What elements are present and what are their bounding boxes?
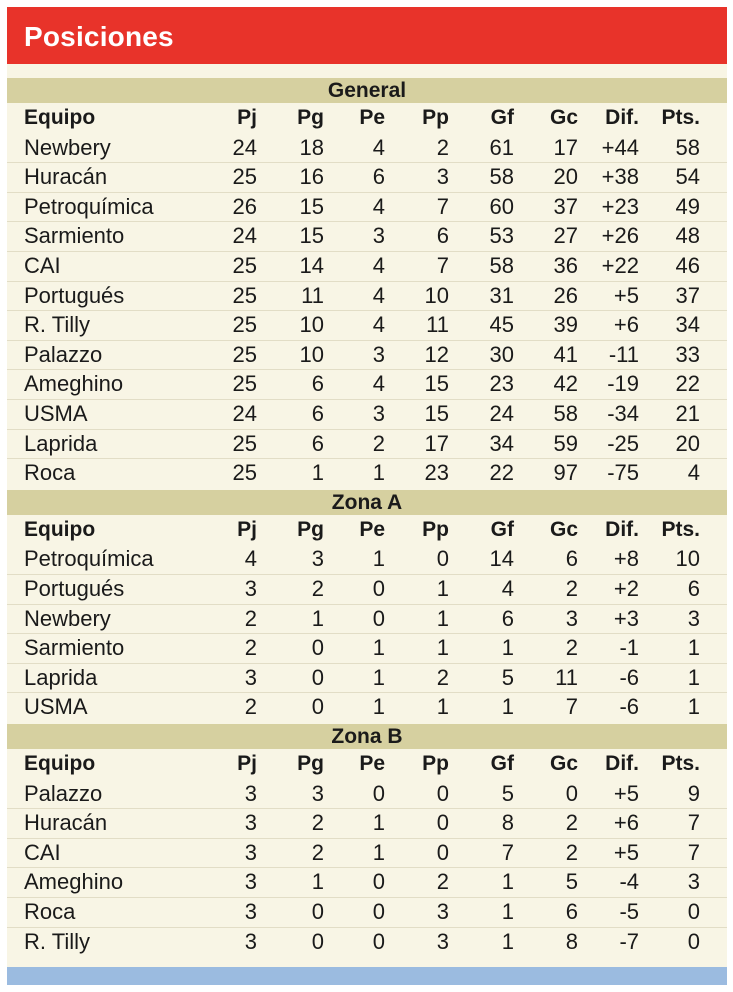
- cell-pj: 24: [232, 134, 257, 160]
- cell-gc: 59: [553, 430, 578, 456]
- cell-pe: 4: [372, 134, 385, 160]
- column-header-pj: Pj: [237, 106, 257, 129]
- cell-gc: 8: [565, 928, 578, 954]
- table-row: [7, 867, 727, 897]
- cell-pg: 16: [299, 164, 324, 190]
- cell-team: Roca: [24, 899, 76, 924]
- table-row: [7, 544, 727, 574]
- cell-pj: 25: [232, 460, 257, 486]
- cell-team: Huracán: [24, 164, 108, 190]
- cell-pp: 2: [436, 134, 449, 160]
- cell-pg: 0: [311, 664, 324, 690]
- table-row: [7, 633, 727, 663]
- cell-gf: 1: [501, 899, 514, 924]
- cell-team: CAI: [24, 839, 61, 865]
- cell-gc: 36: [553, 253, 578, 278]
- cell-pp: 10: [424, 282, 449, 308]
- cell-pj: 3: [244, 810, 257, 836]
- table-row: [7, 251, 727, 281]
- cell-pp: 1: [436, 694, 449, 720]
- cell-pts: 7: [687, 810, 700, 836]
- cell-gf: 7: [501, 839, 514, 865]
- cell-pj: 3: [244, 780, 257, 806]
- cell-gf: 53: [489, 223, 514, 249]
- cell-gc: 11: [555, 664, 578, 690]
- cell-pts: 48: [675, 223, 700, 249]
- cell-gc: 3: [565, 605, 578, 631]
- cell-pp: 1: [436, 635, 449, 661]
- cell-pg: 2: [311, 576, 324, 601]
- cell-pj: 3: [244, 576, 257, 601]
- table-row: [7, 692, 727, 722]
- cell-pg: 1: [311, 869, 324, 895]
- cell-gf: 31: [489, 282, 514, 308]
- cell-pp: 7: [436, 193, 449, 219]
- cell-pp: 7: [436, 253, 449, 278]
- cell-pts: 46: [675, 253, 700, 278]
- cell-pj: 25: [232, 253, 257, 278]
- cell-gc: 2: [565, 576, 578, 601]
- cell-team: USMA: [24, 694, 88, 720]
- cell-pe: 0: [372, 928, 385, 954]
- cell-team: Portugués: [24, 282, 125, 308]
- column-header-pts: Pts.: [661, 517, 700, 541]
- cell-gf: 58: [489, 164, 514, 190]
- cell-pj: 3: [244, 839, 257, 865]
- cell-dif: +6: [613, 810, 639, 836]
- cell-team: R. Tilly: [24, 928, 90, 954]
- cell-pg: 2: [311, 839, 324, 865]
- cell-gc: 0: [565, 780, 578, 806]
- cell-pj: 2: [244, 635, 257, 661]
- cell-pts: 1: [687, 635, 700, 661]
- cell-pts: 1: [687, 664, 700, 690]
- cell-pp: 3: [436, 164, 449, 190]
- cell-pp: 6: [436, 223, 449, 249]
- cell-dif: +5: [613, 780, 639, 806]
- cell-pg: 15: [299, 223, 324, 249]
- cell-gf: 1: [501, 694, 514, 720]
- cell-gf: 60: [489, 193, 514, 219]
- cell-team: Ameghino: [24, 371, 124, 397]
- cell-pp: 11: [426, 312, 449, 338]
- table-row: [7, 808, 727, 838]
- cell-pj: 25: [232, 312, 257, 338]
- column-header-pp: Pp: [422, 106, 449, 129]
- cell-pe: 3: [372, 401, 385, 426]
- cell-pj: 2: [244, 605, 257, 631]
- column-header-gc: Gc: [549, 517, 578, 541]
- column-header-gf: Gf: [490, 752, 514, 775]
- page-title: Posiciones: [7, 7, 727, 64]
- cell-pj: 26: [232, 193, 257, 219]
- cell-team: Sarmiento: [24, 223, 125, 249]
- cell-pp: 17: [424, 430, 449, 456]
- table-row: [7, 310, 727, 340]
- cell-pts: 0: [687, 928, 700, 954]
- cell-pe: 4: [372, 253, 385, 278]
- cell-pe: 1: [372, 810, 385, 836]
- cell-pj: 3: [244, 928, 257, 954]
- cell-pj: 24: [232, 223, 257, 249]
- cell-gf: 58: [489, 253, 514, 278]
- table-row: [7, 369, 727, 399]
- cell-gf: 14: [489, 546, 514, 572]
- table-row: [7, 399, 727, 429]
- cell-pg: 11: [301, 282, 324, 308]
- cell-pe: 0: [372, 899, 385, 924]
- cell-team: R. Tilly: [24, 312, 90, 338]
- table-row: [7, 221, 727, 251]
- column-header-pj: Pj: [237, 517, 257, 541]
- column-header-pg: Pg: [297, 106, 324, 129]
- cell-pg: 2: [311, 810, 324, 836]
- cell-pe: 1: [372, 694, 385, 720]
- section-header: General: [7, 78, 727, 103]
- cell-gf: 22: [489, 460, 514, 486]
- table-row: [7, 192, 727, 222]
- cell-gc: 20: [553, 164, 578, 190]
- cell-pe: 3: [372, 223, 385, 249]
- cell-team: Ameghino: [24, 869, 124, 895]
- section-header: Zona A: [7, 490, 727, 515]
- cell-pe: 1: [372, 546, 385, 572]
- cell-pe: 1: [372, 664, 385, 690]
- cell-team: Newbery: [24, 134, 111, 160]
- cell-dif: -6: [619, 694, 639, 720]
- cell-pts: 54: [675, 164, 700, 190]
- table-row: [7, 779, 727, 809]
- cell-pg: 10: [299, 312, 324, 338]
- cell-pj: 3: [244, 869, 257, 895]
- cell-gf: 1: [501, 869, 514, 895]
- cell-pts: 0: [687, 899, 700, 924]
- cell-dif: +38: [601, 164, 639, 190]
- cell-pe: 3: [372, 341, 385, 367]
- cell-pe: 1: [372, 460, 385, 486]
- cell-gf: 1: [501, 928, 514, 954]
- cell-gc: 97: [553, 460, 578, 486]
- cell-pe: 4: [372, 312, 385, 338]
- cell-pp: 1: [436, 576, 449, 601]
- cell-pj: 25: [232, 371, 257, 397]
- cell-pe: 0: [372, 869, 385, 895]
- cell-pts: 49: [675, 193, 700, 219]
- cell-pe: 1: [372, 635, 385, 661]
- cell-pts: 58: [675, 134, 700, 160]
- cell-pe: 4: [372, 193, 385, 219]
- cell-gc: 42: [553, 371, 578, 397]
- column-header-dif: Dif.: [605, 106, 639, 129]
- cell-pts: 22: [675, 371, 700, 397]
- column-header-pts: Pts.: [661, 106, 700, 129]
- cell-pj: 25: [232, 430, 257, 456]
- cell-pp: 0: [436, 546, 449, 572]
- cell-pp: 12: [424, 341, 449, 367]
- cell-dif: -1: [619, 635, 639, 661]
- cell-team: Roca: [24, 460, 76, 486]
- cell-team: Portugués: [24, 576, 125, 601]
- cell-team: Huracán: [24, 810, 108, 836]
- table-row: [7, 162, 727, 192]
- cell-pts: 1: [687, 694, 700, 720]
- cell-pp: 1: [436, 605, 449, 631]
- cell-gc: 2: [565, 839, 578, 865]
- cell-team: Laprida: [24, 664, 98, 690]
- cell-pg: 15: [299, 193, 324, 219]
- table-row: [7, 458, 727, 488]
- cell-pts: 21: [675, 401, 700, 426]
- cell-pe: 0: [372, 780, 385, 806]
- cell-dif: -25: [607, 430, 639, 456]
- column-header-pe: Pe: [359, 106, 385, 129]
- cell-gf: 23: [489, 371, 514, 397]
- cell-gc: 27: [553, 223, 578, 249]
- cell-dif: +5: [613, 282, 639, 308]
- cell-dif: -4: [619, 869, 639, 895]
- cell-dif: -5: [619, 899, 639, 924]
- cell-gc: 17: [553, 134, 578, 160]
- cell-pg: 0: [311, 899, 324, 924]
- cell-pj: 24: [232, 401, 257, 426]
- column-header-gc: Gc: [549, 106, 578, 129]
- cell-pg: 0: [311, 694, 324, 720]
- section-header: Zona B: [7, 724, 727, 749]
- cell-pg: 18: [299, 134, 324, 160]
- table-row: [7, 429, 727, 459]
- cell-pts: 10: [675, 546, 700, 572]
- table-row: [7, 133, 727, 163]
- cell-pp: 0: [436, 839, 449, 865]
- cell-gc: 26: [553, 282, 578, 308]
- column-header-pe: Pe: [359, 517, 385, 541]
- cell-gf: 45: [489, 312, 514, 338]
- cell-pg: 0: [311, 635, 324, 661]
- cell-team: Petroquímica: [24, 546, 154, 572]
- cell-pg: 3: [311, 546, 324, 572]
- cell-gf: 8: [501, 810, 514, 836]
- cell-pts: 7: [687, 839, 700, 865]
- cell-dif: +26: [601, 223, 639, 249]
- cell-gc: 39: [553, 312, 578, 338]
- table-row: [7, 604, 727, 634]
- cell-dif: +3: [613, 605, 639, 631]
- cell-pp: 3: [436, 928, 449, 954]
- cell-team: Palazzo: [24, 780, 103, 806]
- cell-pj: 4: [244, 546, 257, 572]
- column-header-row: [7, 749, 727, 779]
- cell-pe: 6: [372, 164, 385, 190]
- cell-team: Sarmiento: [24, 635, 125, 661]
- cell-gf: 5: [501, 664, 514, 690]
- cell-team: USMA: [24, 401, 88, 426]
- table-row: [7, 663, 727, 693]
- cell-pts: 4: [687, 460, 700, 486]
- column-header-team: Equipo: [24, 517, 96, 541]
- cell-dif: -75: [607, 460, 639, 486]
- cell-pe: 2: [372, 430, 385, 456]
- cell-gf: 30: [489, 341, 514, 367]
- column-header-pg: Pg: [297, 752, 324, 775]
- cell-pj: 25: [232, 282, 257, 308]
- cell-dif: +44: [601, 134, 639, 160]
- table-row: [7, 281, 727, 311]
- column-header-dif: Dif.: [605, 517, 639, 541]
- cell-gf: 34: [489, 430, 514, 456]
- column-header-team: Equipo: [24, 752, 96, 775]
- column-header-pp: Pp: [422, 752, 449, 775]
- cell-gc: 5: [565, 869, 578, 895]
- cell-pj: 3: [244, 664, 257, 690]
- bottom-bar: [7, 967, 727, 985]
- cell-pg: 0: [311, 928, 324, 954]
- cell-pts: 3: [687, 869, 700, 895]
- cell-pts: 6: [687, 576, 700, 601]
- table-row: [7, 574, 727, 604]
- column-header-gf: Gf: [490, 106, 514, 129]
- cell-pg: 6: [311, 371, 324, 397]
- cell-team: CAI: [24, 253, 61, 278]
- cell-gf: 61: [489, 134, 514, 160]
- column-header-gc: Gc: [549, 752, 578, 775]
- column-header-gf: Gf: [490, 517, 514, 541]
- cell-gc: 6: [565, 546, 578, 572]
- cell-dif: +8: [613, 546, 639, 572]
- cell-pts: 37: [675, 282, 700, 308]
- table-row: [7, 340, 727, 370]
- cell-gc: 41: [553, 341, 578, 367]
- column-header-row: [7, 515, 727, 545]
- cell-pp: 15: [424, 401, 449, 426]
- cell-pg: 1: [311, 605, 324, 631]
- table-row: [7, 897, 727, 927]
- column-header-dif: Dif.: [605, 752, 639, 775]
- cell-pts: 20: [675, 430, 700, 456]
- cell-dif: -19: [607, 371, 639, 397]
- cell-team: Petroquímica: [24, 193, 154, 219]
- cell-pg: 10: [299, 341, 324, 367]
- cell-pg: 6: [311, 430, 324, 456]
- column-header-pg: Pg: [297, 517, 324, 541]
- cell-gc: 7: [565, 694, 578, 720]
- cell-dif: -7: [619, 928, 639, 954]
- cell-pp: 23: [424, 460, 449, 486]
- cell-pe: 1: [372, 839, 385, 865]
- table-row: [7, 927, 727, 957]
- column-header-team: Equipo: [24, 106, 96, 129]
- cell-gc: 2: [565, 810, 578, 836]
- cell-gf: 5: [501, 780, 514, 806]
- cell-pts: 9: [687, 780, 700, 806]
- cell-pp: 0: [436, 810, 449, 836]
- cell-pg: 14: [299, 253, 324, 278]
- cell-gf: 24: [489, 401, 514, 426]
- cell-pts: 33: [675, 341, 700, 367]
- cell-gc: 2: [565, 635, 578, 661]
- column-header-pe: Pe: [359, 752, 385, 775]
- cell-dif: +5: [613, 839, 639, 865]
- cell-team: Laprida: [24, 430, 98, 456]
- column-header-pp: Pp: [422, 517, 449, 541]
- cell-gf: 6: [501, 605, 514, 631]
- standings-table: [7, 64, 727, 967]
- cell-dif: -11: [608, 341, 639, 367]
- cell-gc: 37: [553, 193, 578, 219]
- column-header-pj: Pj: [237, 752, 257, 775]
- cell-gc: 58: [553, 401, 578, 426]
- cell-dif: -34: [607, 401, 639, 426]
- cell-pts: 34: [675, 312, 700, 338]
- cell-pg: 3: [311, 780, 324, 806]
- cell-dif: +22: [601, 253, 639, 278]
- cell-team: Newbery: [24, 605, 111, 631]
- cell-pe: 4: [372, 371, 385, 397]
- column-header-row: [7, 103, 727, 133]
- column-header-pts: Pts.: [661, 752, 700, 775]
- cell-dif: -6: [619, 664, 639, 690]
- cell-pj: 3: [244, 899, 257, 924]
- cell-pe: 0: [372, 605, 385, 631]
- cell-pe: 0: [372, 576, 385, 601]
- cell-team: Palazzo: [24, 341, 103, 367]
- cell-gc: 6: [565, 899, 578, 924]
- cell-dif: +23: [601, 193, 639, 219]
- cell-pts: 3: [687, 605, 700, 631]
- cell-pp: 3: [436, 899, 449, 924]
- cell-dif: +2: [613, 576, 639, 601]
- cell-pe: 4: [372, 282, 385, 308]
- cell-dif: +6: [613, 312, 639, 338]
- cell-pj: 25: [232, 164, 257, 190]
- cell-pg: 1: [311, 460, 324, 486]
- cell-pg: 6: [311, 401, 324, 426]
- cell-pp: 2: [436, 869, 449, 895]
- table-row: [7, 838, 727, 868]
- cell-pj: 25: [232, 341, 257, 367]
- cell-gf: 4: [501, 576, 514, 601]
- cell-gf: 1: [501, 635, 514, 661]
- cell-pp: 0: [436, 780, 449, 806]
- cell-pj: 2: [244, 694, 257, 720]
- cell-pp: 15: [424, 371, 449, 397]
- cell-pp: 2: [436, 664, 449, 690]
